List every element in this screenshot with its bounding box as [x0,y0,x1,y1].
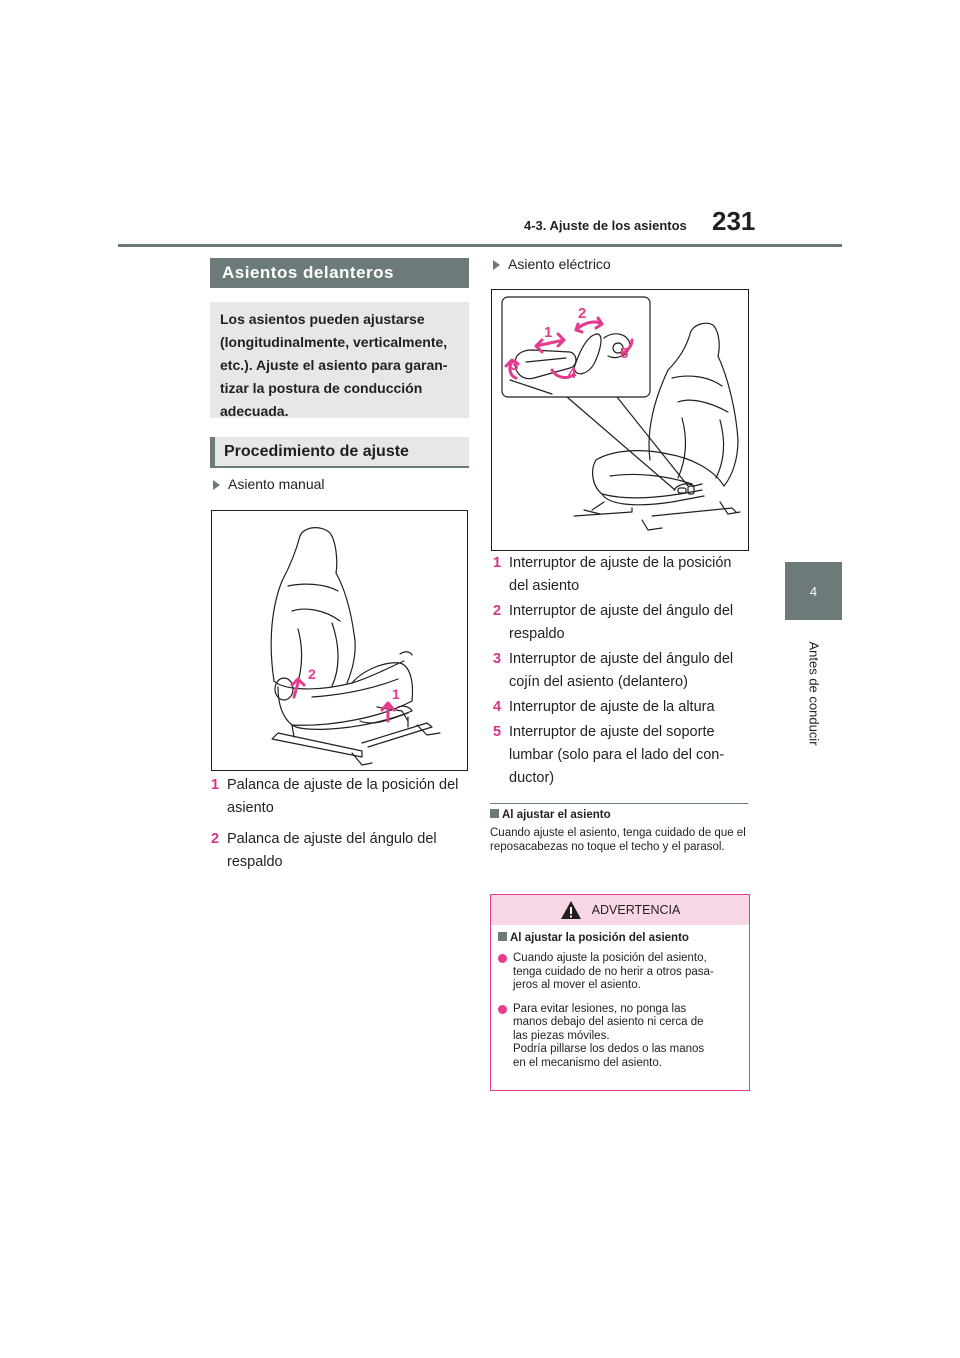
list-item [211,828,469,874]
note-title [490,809,611,821]
list-item [493,552,751,598]
item-number: 3 [493,651,502,667]
triangle-bullet-icon [493,260,500,270]
warning-triangle-icon [560,900,582,920]
item-text: Palanca de ajuste de la posición del asiento [227,777,459,816]
electric-callout-5: 5 [620,345,629,362]
electric-callout-1: 1 [544,324,553,341]
chapter-title-vertical [749,628,879,758]
electric-seat-label-text: Asiento eléctrico [508,256,611,272]
warning-item-text: Cuando ajuste la posición del asiento, tenga cuidado de no herir a otros pasa- jeros al mover el asiento. [513,952,714,991]
section-title: 4-3. Ajuste de los asientos [524,218,687,233]
triangle-bullet-icon [213,480,220,490]
item-text: Interruptor de ajuste del soporte lumbar (solo para el lado del con-ductor) [509,724,725,786]
circle-bullet-icon [498,1005,507,1014]
warning-subtitle [498,932,749,944]
item-number: 1 [493,555,502,571]
list-item [493,648,751,694]
item-number: 4 [493,699,502,715]
warning-box [490,894,750,1091]
warning-label: ADVERTENCIA [591,903,681,917]
item-text: Interruptor de ajuste del ángulo del respaldo [509,603,734,642]
electric-items-list [493,552,751,790]
list-item [493,696,751,719]
square-bullet-icon [498,932,507,941]
warning-header [491,895,749,925]
electric-callout-3: 3 [510,357,519,374]
front-seats-heading: Asientos delanteros [210,258,469,288]
item-number: 2 [493,603,502,619]
chapter-tab [785,562,842,620]
manual-items-list [211,774,469,874]
note-title-text: Al ajustar el asiento [502,809,611,821]
manual-callout-2: 2 [308,666,316,682]
manual-seat-label-text: Asiento manual [228,476,325,492]
chapter-title: Antes de conducir [806,640,822,746]
note-rule [490,803,748,804]
warning-item [498,952,743,993]
manual-seat-label [213,476,325,492]
procedure-heading: Procedimiento de ajuste [210,437,469,468]
warning-item-text: Para evitar lesiones, no ponga las manos debajo del asiento ni cerca de las piezas móviles. Podría pillarse los dedos o las manos en el mecanismo del asiento. [513,1002,705,1069]
list-item [493,721,751,790]
circle-bullet-icon [498,954,507,963]
square-bullet-icon [490,809,499,818]
item-text: Interruptor de ajuste de la altura [509,699,715,715]
manual-seat-illustration [212,511,467,770]
electric-callout-4: 4 [568,365,577,382]
item-number: 2 [211,831,220,847]
note-text: Cuando ajuste el asiento, tenga cuidado de que el reposacabezas no toque el techo y el parasol. [490,827,746,853]
item-number: 5 [493,724,502,740]
electric-seat-label [493,256,611,272]
page-number: 231 [712,206,756,236]
manual-callout-1: 1 [392,686,400,702]
electric-callout-2: 2 [578,305,587,322]
item-text: Interruptor de ajuste de la posición del asiento [509,555,732,594]
front-seats-intro: Los asientos pueden ajustarse (longitudinalmente, verticalmente, etc.). Ajuste el asiento para garan-tizar la postura de conducción adecuada. [210,302,469,418]
electric-seat-illustration [492,290,748,550]
item-text: Interruptor de ajuste del ángulo del cojín del asiento (delantero) [509,651,734,690]
chapter-number: 4 [809,583,818,599]
header-rule [118,244,842,247]
list-item [493,600,751,646]
item-text: Palanca de ajuste del ángulo del respaldo [227,831,437,870]
list-item [211,774,469,820]
warning-subtitle-text: Al ajustar la posición del asiento [510,932,689,944]
warning-item [498,1003,743,1071]
item-number: 1 [211,777,220,793]
electric-seat-figure [491,289,749,551]
manual-seat-figure [211,510,468,771]
